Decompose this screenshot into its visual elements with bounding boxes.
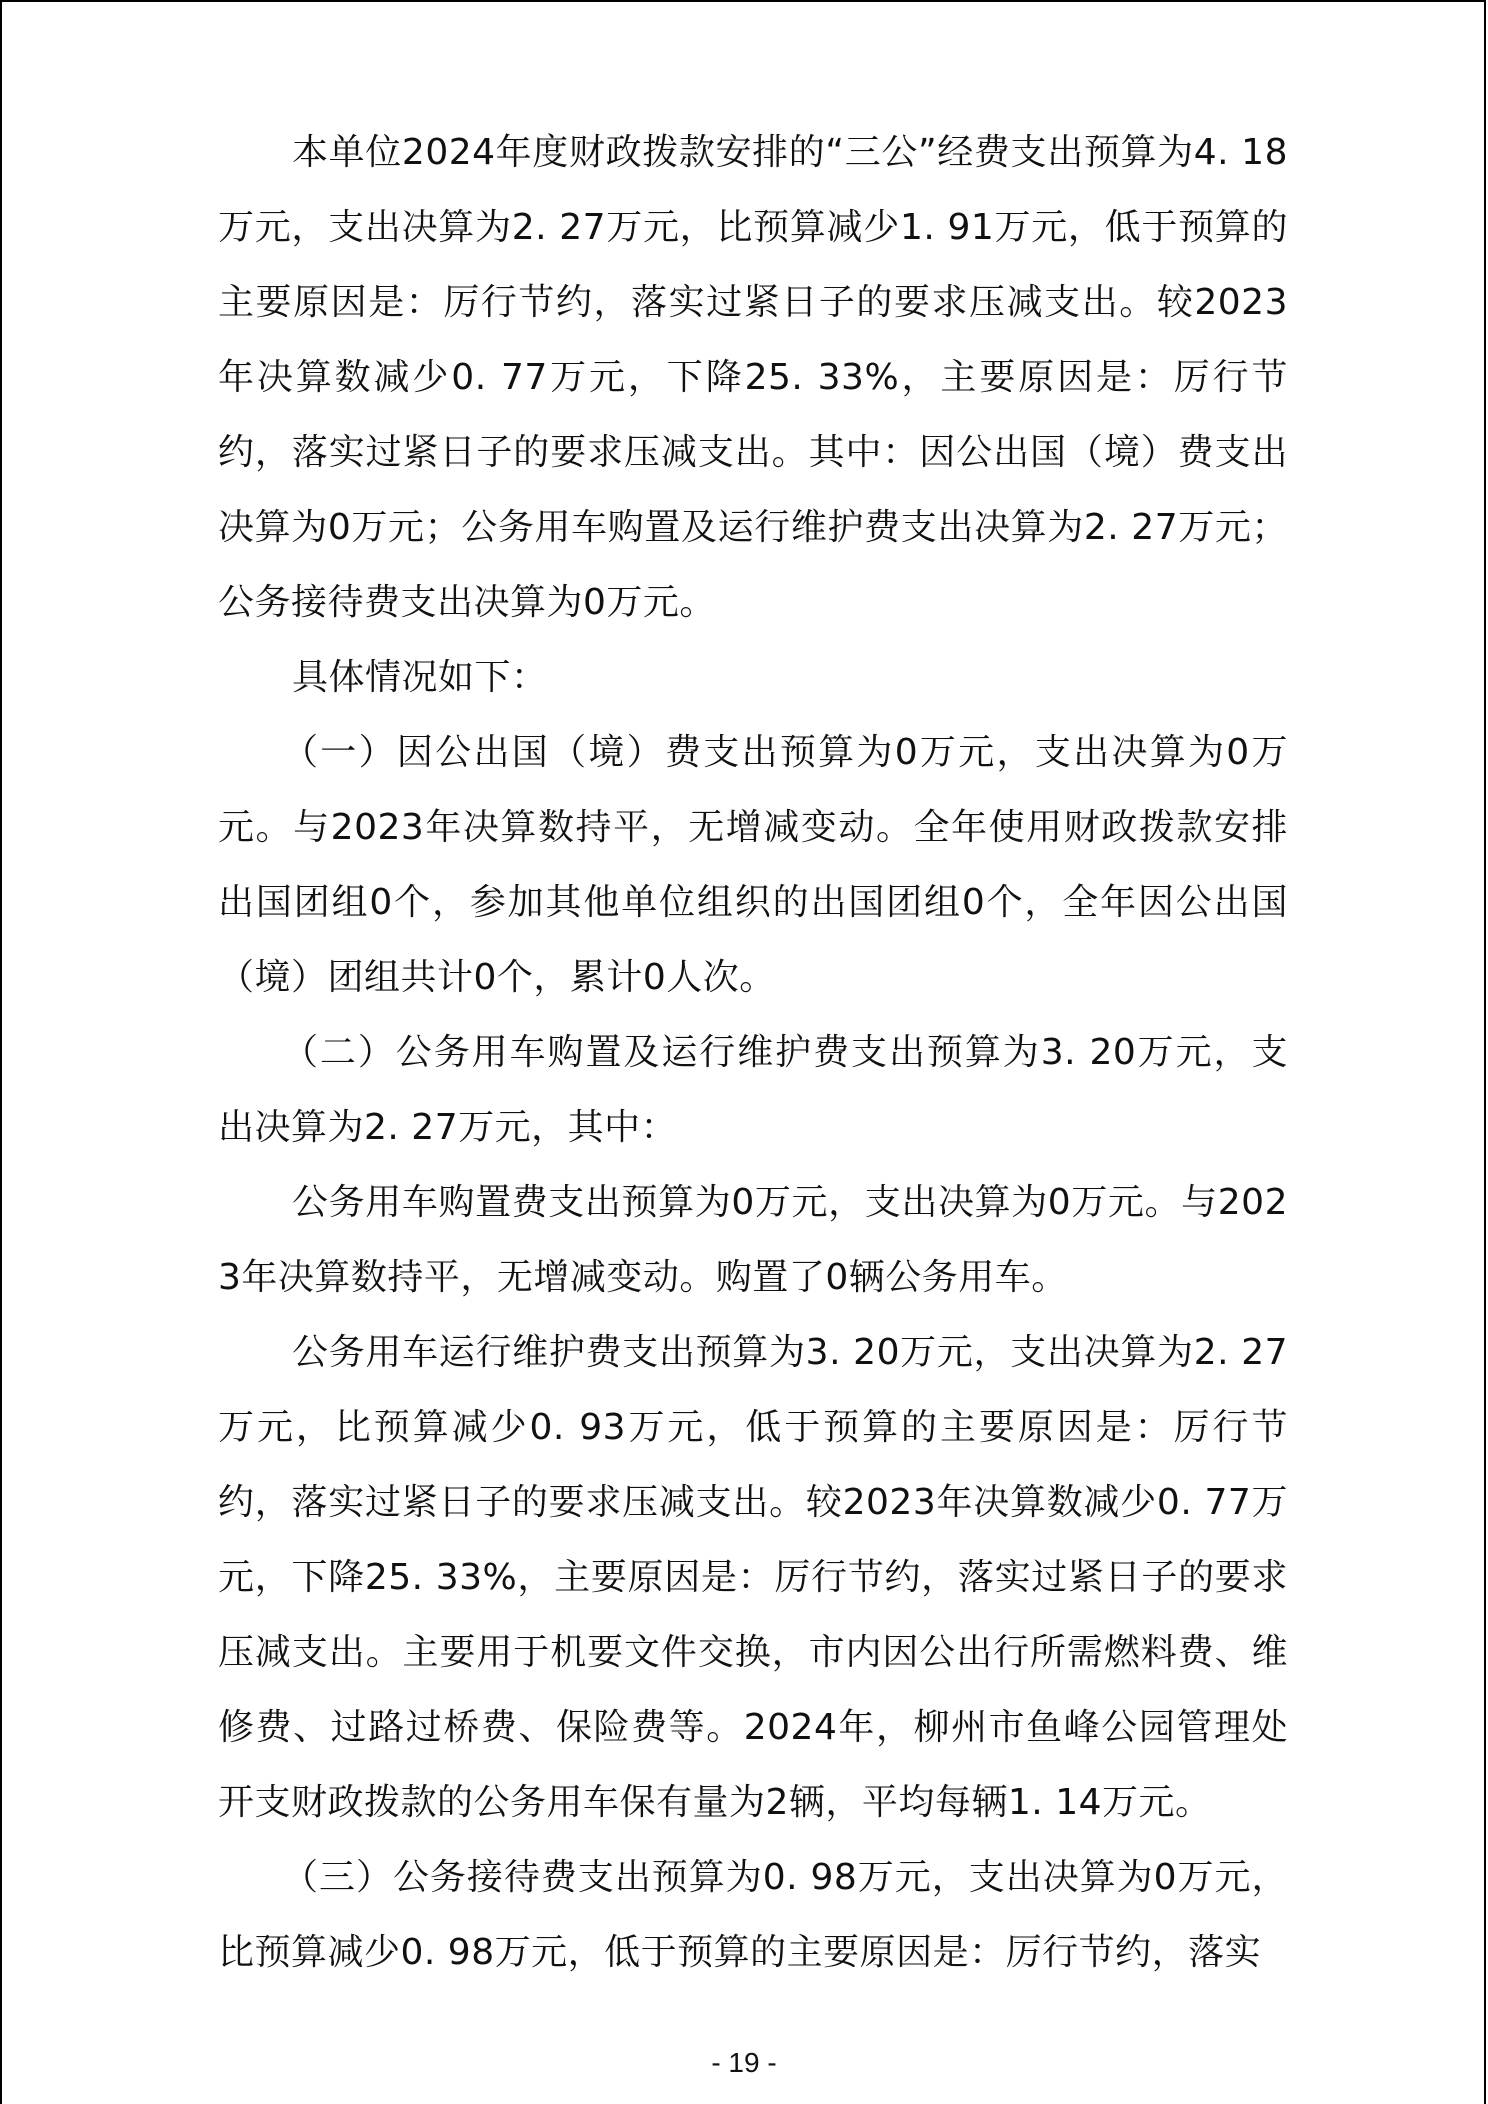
paragraph-vehicle-purchase: 公务用车购置费支出预算为0万元，支出决算为0万元。与2023年决算数持平，无增减变动。购置了0辆公务用车。 [218, 1182, 1288, 1298]
paragraph-details-intro: 具体情况如下： [292, 657, 548, 698]
paragraph-official-reception: （三）公务接待费支出预算为0. 98万元，支出决算为0万元，比预算减少0. 98万元，低于预算的主要原因是：厉行节约，落实 [218, 1857, 1288, 1973]
paragraph-three-public-expenses-summary: 本单位2024年度财政拨款安排的“三公”经费支出预算为4. 18万元，支出决算为2. 27万元，比预算减少1. 91万元，低于预算的主要原因是：厉行节约，落实过紧日子的要求压减支出。较2023年决算数减少0. 77万元，下降25. 33%，主要原因是：厉行节约，落实过紧日子的要求压减支出。其中：因公出国（境）费支出决算为0万元；公务用车购置及运行维护费支出决算为2. 27万元；公务接待费支出决算为0万元。 [218, 132, 1288, 623]
paragraph-overseas-travel: （一）因公出国（境）费支出预算为0万元，支出决算为0万元。与2023年决算数持平，无增减变动。全年使用财政拨款安排出国团组0个，参加其他单位组织的出国团组0个，全年因公出国（境）团组共计0个，累计0人次。 [218, 732, 1288, 998]
paragraph-vehicle-maintenance: 公务用车运行维护费支出预算为3. 20万元，支出决算为2. 27万元，比预算减少0. 93万元，低于预算的主要原因是：厉行节约，落实过紧日子的要求压减支出。较2023年决算数减少0. 77万元，下降25. 33%，主要原因是：厉行节约，落实过紧日子的要求压减支出。主要用于机要文件交换，市内因公出行所需燃料费、维修费、过路过桥费、保险费等。2024年，柳州市鱼峰公园管理处开支财政拨款的公务用车保有量为2辆，平均每辆1. 14万元。 [218, 1332, 1288, 1823]
paragraph-official-vehicles: （二）公务用车购置及运行维护费支出预算为3. 20万元，支出决算为2. 27万元，其中： [218, 1032, 1288, 1148]
document-body [218, 115, 1288, 1990]
page-number: - 19 - [711, 2047, 777, 2078]
